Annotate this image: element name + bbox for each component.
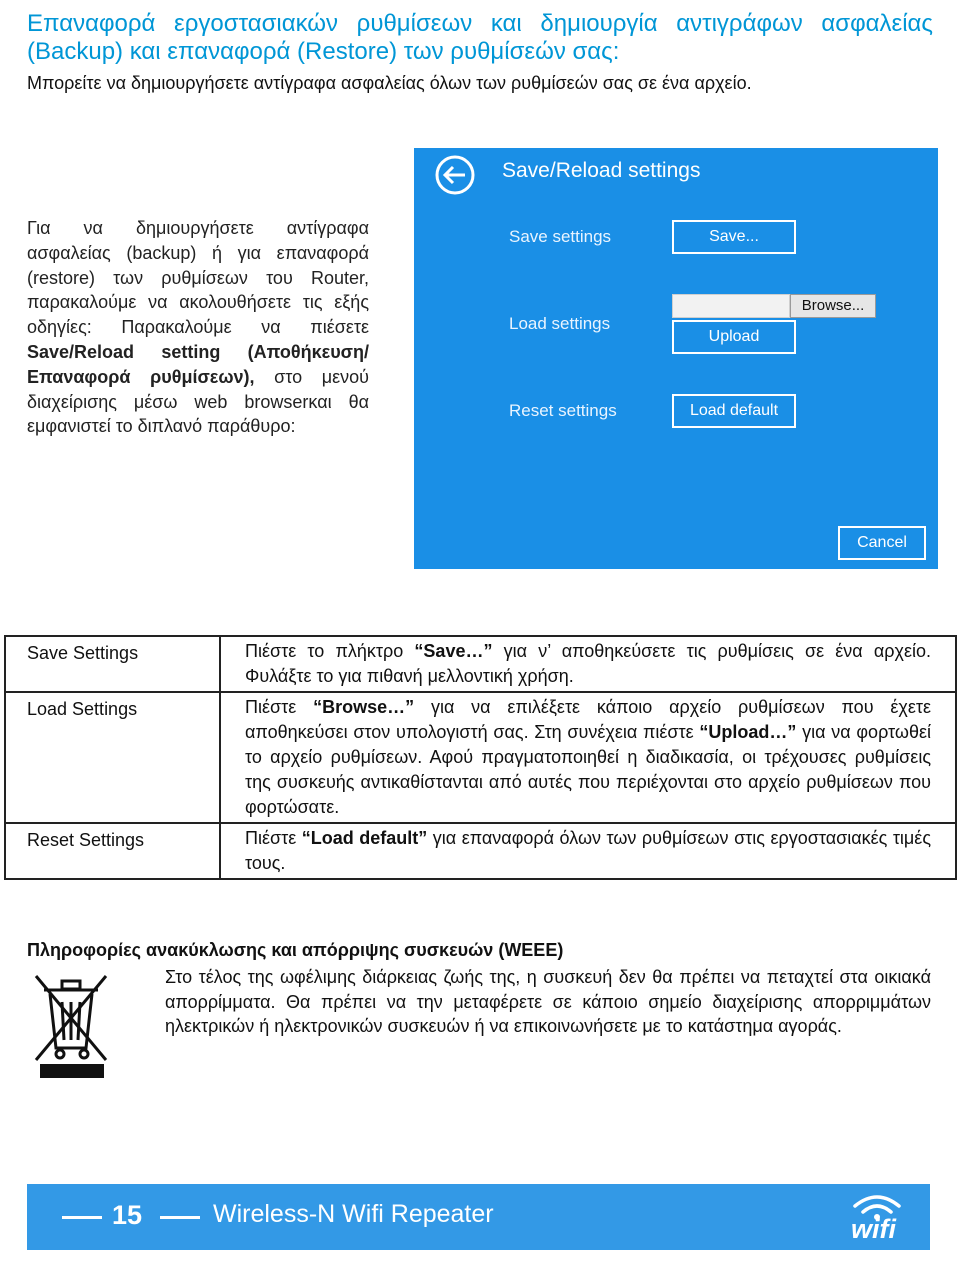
table-row: [5, 823, 956, 879]
intro-text-2: στο μενού διαχείρισης μέσω web browserκαι θα εμφανιστεί το διπλανό παράθυρο:: [27, 366, 369, 437]
setting-name: Reset Settings: [5, 823, 220, 879]
save-button[interactable]: Save...: [672, 220, 796, 254]
product-name: Wireless-N Wifi Repeater: [213, 1200, 494, 1228]
desc-bold: “Load default”: [301, 828, 428, 848]
wifi-logo: [847, 1190, 907, 1246]
reset-settings-label: Reset settings: [509, 401, 617, 420]
table-row: [5, 636, 956, 692]
desc-text: για επαναφορά όλων των ρυθμίσεων στις εργοστασιακές τιμές τους.: [245, 828, 932, 873]
settings-table: [4, 635, 957, 880]
panel-title: Save/Reload settings: [502, 159, 701, 182]
table-row: [5, 692, 956, 823]
crossed-out-bin-icon: [30, 966, 112, 1084]
intro-text-1: Για να δημιουργήσετε αντίγραφα ασφαλείας (backup) ή για επαναφορά (restore) των ρυθμίσεων του Router, παρακαλούμε να ακολουθήσετε τις εξής οδηγίες: Παρακαλούμε να πιέσετε: [27, 218, 369, 338]
setting-description: [220, 636, 956, 692]
desc-text: Πιέστε το πλήκτρο: [245, 641, 415, 661]
cancel-button[interactable]: Cancel: [838, 526, 926, 560]
footer-dash: [62, 1216, 102, 1219]
setting-name: Load Settings: [5, 692, 220, 823]
footer-bar: [27, 1184, 930, 1250]
browse-button[interactable]: Browse...: [790, 294, 876, 318]
desc-bold: “Upload…”: [699, 722, 797, 742]
load-settings-label: Load settings: [509, 314, 611, 333]
page-subtitle: Μπορείτε να δημιουργήσετε αντίγραφα ασφαλείας όλων των ρυθμίσεών σας σε ένα αρχείο.: [27, 73, 752, 93]
page-number: 15: [112, 1200, 143, 1230]
file-path-field[interactable]: [672, 294, 790, 318]
desc-text: για να επιλέξετε κάποιο αρχείο ρυθμίσεων που έχετε αποθηκεύσει στον υπολογιστή σας. Στη συνέχεια πιέστε: [245, 697, 931, 742]
page-title: Επαναφορά εργοστασιακών ρυθμίσεων και δημιουργία αντιγράφων ασφαλείας (Backup) και επαναφορά (Restore) των ρυθμίσεών σας:: [27, 10, 933, 65]
footer-dash: [160, 1216, 200, 1219]
back-arrow-icon[interactable]: [434, 154, 476, 196]
desc-text: Πιέστε: [245, 828, 302, 848]
intro-bold: Save/Reload setting (Αποθήκευση/ Επαναφορά ρυθμίσεων),: [27, 341, 369, 387]
save-reload-panel: [414, 148, 938, 569]
desc-text: Πιέστε: [245, 697, 314, 717]
setting-description: [220, 692, 956, 823]
desc-bold: “Save…”: [414, 641, 493, 661]
weee-title: Πληροφορίες ανακύκλωσης και απόρριψης συσκευών (WEEE): [27, 940, 564, 960]
weee-text: Στο τέλος της ωφέλιμης διάρκειας ζωής της, η συσκευή δεν θα πρέπει να πεταχτεί στα οικιακά απορρίμματα. Θα πρέπει να την μεταφέρετε σε κάποιο σημείο διαχείρισης απορριμμάτων ηλεκτρικών ή ηλεκτρονικών συσκευών ή να επικοινωνήσετε με το κατάστημα αγοράς.: [165, 967, 931, 1036]
setting-description: [220, 823, 956, 879]
load-default-button[interactable]: Load default: [672, 394, 796, 428]
desc-bold: “Browse…”: [313, 697, 415, 717]
desc-text: για να φορτωθεί το αρχείο ρυθμίσεων. Αφού πραγματοποιηθεί η διαδικασία, οι τρέχουσες ρυθμίσεις της συσκευής αντικαθίστανται από αυτές που περιέχονται στο αρχείο ρυθμίσεων που φορτώσατε.: [245, 722, 931, 817]
upload-button[interactable]: Upload: [672, 320, 796, 354]
desc-text: για ν’ αποθηκεύσετε τις ρυθμίσεις σε ένα αρχείο. Φυλάξτε το για πιθανή μελλοντική χρήση.: [245, 641, 931, 686]
wifi-logo-text: wifi: [851, 1214, 896, 1244]
save-settings-label: Save settings: [509, 227, 612, 246]
setting-name: Save Settings: [5, 636, 220, 692]
intro-paragraph: [27, 216, 369, 439]
